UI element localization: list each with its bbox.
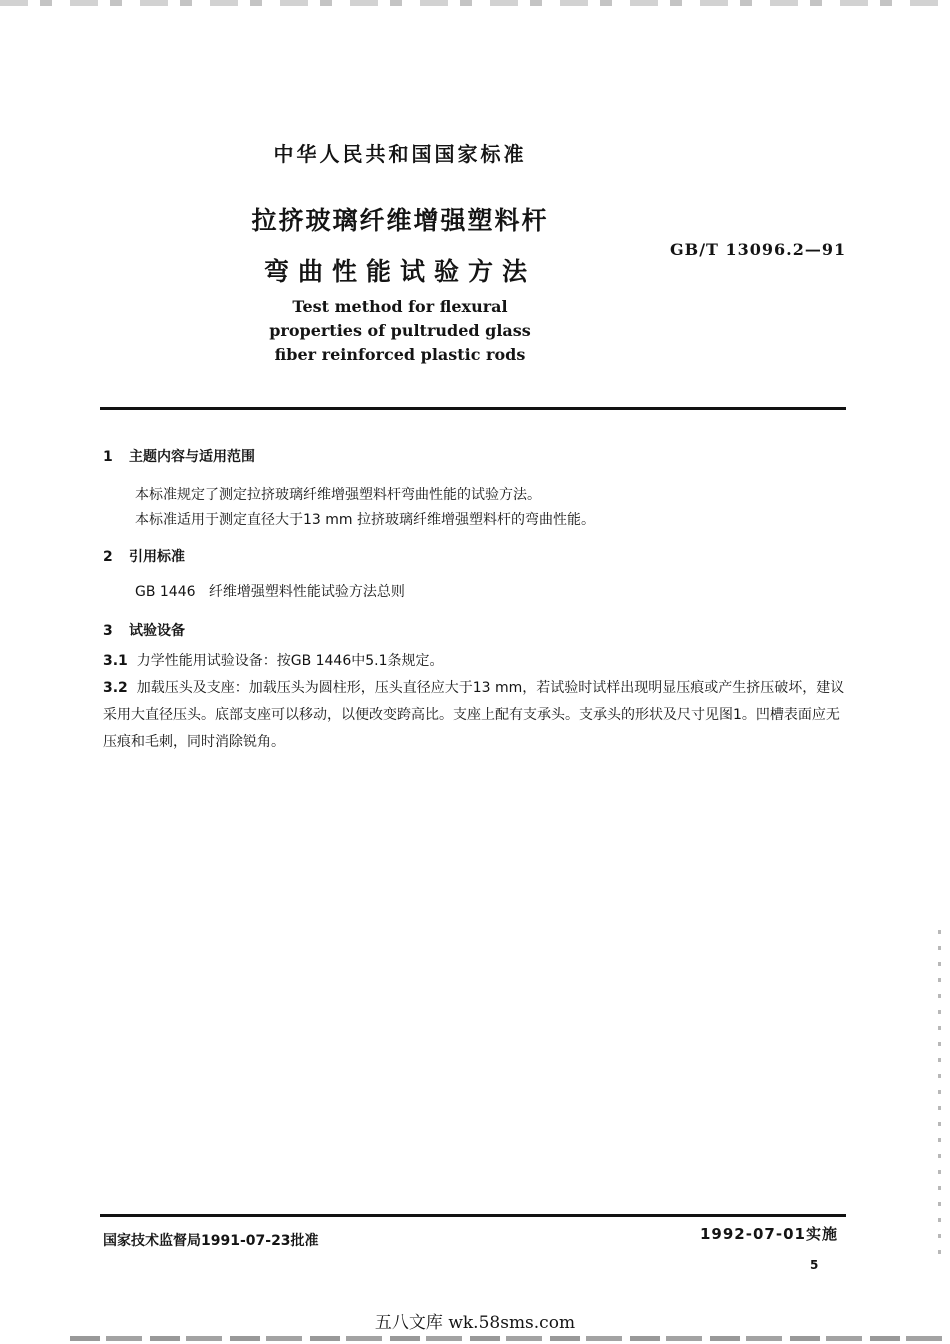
approval-line: 国家技术监督局1991-07-23批准 [103,1233,319,1249]
standard-number: GB/T 13096.2—91 [670,240,847,259]
section-number: 1 [103,449,113,465]
scan-artifact-top [0,0,950,6]
footer-divider [100,1214,846,1217]
section-number: 2 [103,549,113,565]
section-1-paragraph-2: 本标准适用于测定直径大于13 mm 拉挤玻璃纤维增强塑料杆的弯曲性能。 [135,512,595,528]
clause-text: 力学性能用试验设备：按GB 1446中5.1条规定。 [136,653,444,669]
scan-artifact-right [938,930,941,1260]
page-number: 5 [810,1258,819,1272]
title-en-line-3: fiber reinforced plastic rods [274,345,526,364]
section-number: 3 [103,623,113,639]
scan-artifact-bottom [70,1336,950,1341]
title-zh-line-1: 拉挤玻璃纤维增强塑料杆 [251,206,549,235]
title-en-line-2: properties of pultruded glass [269,321,531,340]
section-1-heading [103,446,255,466]
section-3-heading [103,620,185,640]
clause-number: 3.2 [103,680,128,696]
clause-text: 加载压头及支座：加载压头为圆柱形，压头直径应大于13 mm，若试验时试样出现明显压痕或产生挤压破坏，建议采用大直径压头。底部支座可以移动，以便改变跨高比。支座上配有支承头。支承头的形状及尺寸见图1。凹槽表面应无压痕和毛刺，同时消除锐角。 [103,680,845,750]
watermark: 五八文库 wk.58sms.com [374,1313,576,1333]
section-2-reference: GB 1446 纤维增强塑料性能试验方法总则 [135,584,405,600]
section-1-paragraph-1: 本标准规定了测定拉挤玻璃纤维增强塑料杆弯曲性能的试验方法。 [135,487,541,503]
header-divider [100,407,846,410]
clause-number: 3.1 [103,653,128,669]
section-2-heading [103,546,185,566]
section-title: 试验设备 [129,623,185,639]
title-zh-line-2: 弯曲性能试验方法 [263,257,536,286]
title-en-line-1: Test method for flexural [292,297,508,316]
section-title: 主题内容与适用范围 [129,449,255,465]
section-title: 引用标准 [129,549,185,565]
implementation-date: 1992-07-01实施 [700,1225,838,1243]
section-3-2 [103,675,849,756]
section-3-1 [103,648,849,675]
national-standard-header: 中华人民共和国国家标准 [273,142,527,166]
